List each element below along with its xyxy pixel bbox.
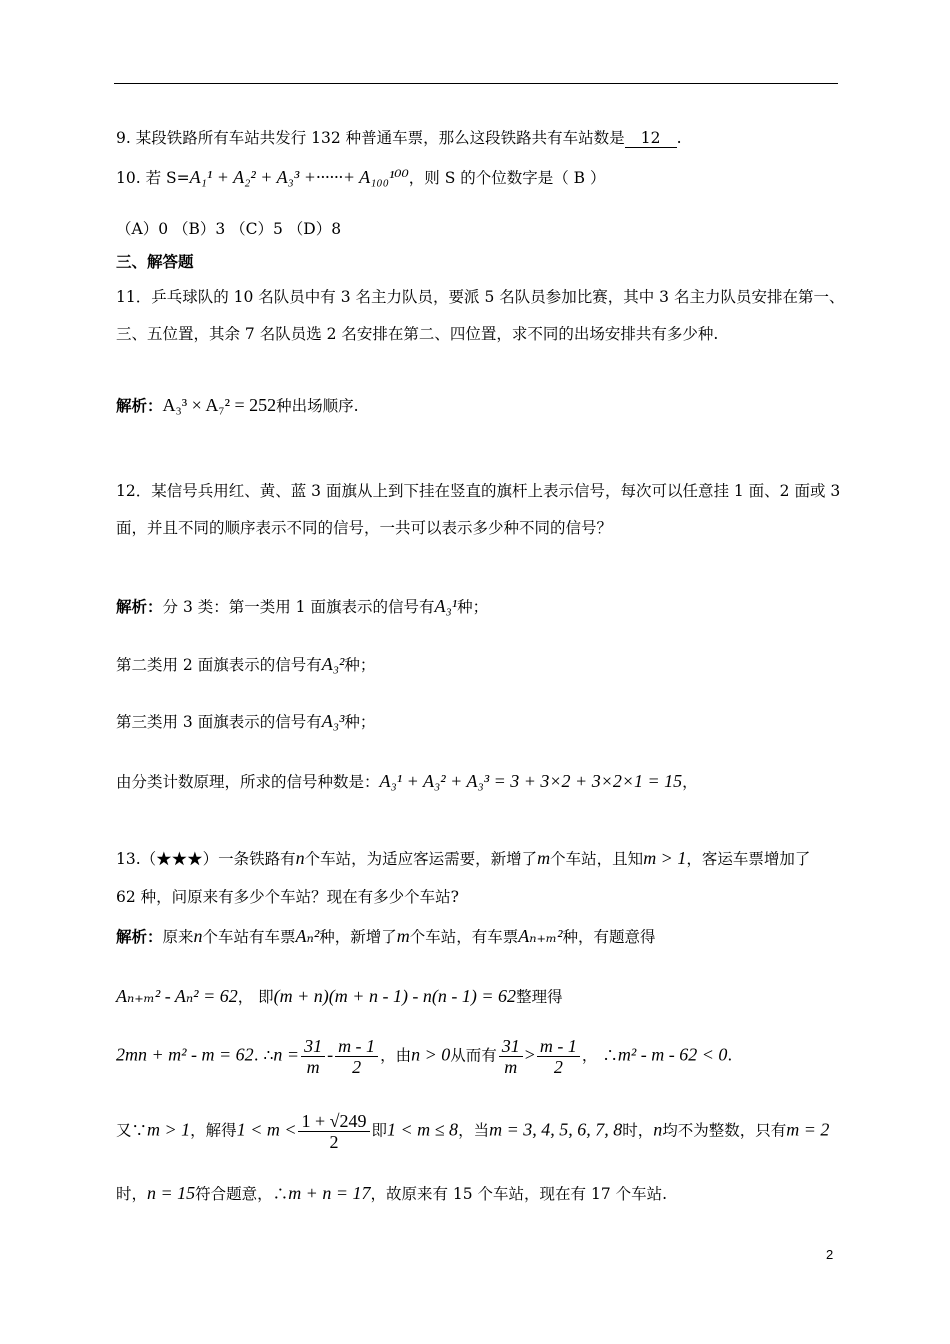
- solution-13-line: 又∵m > 1，解得1 < m < $\frac{1 + √249}{2}$ 即1 < m ≤ 8，当m = 3, 4, 5, 6, 7, 8时，n均不为整数，只有m = 2: [116, 1111, 830, 1152]
- fraction: $\frac{m - 1}{2}$: [335, 1036, 378, 1077]
- formula: Aₙ₊ₘ²: [518, 926, 563, 946]
- section-heading: 三、解答题: [116, 252, 194, 271]
- solution-13-line: Aₙ₊ₘ² - Aₙ² = 62， 即(m + n)(m + n - 1) - n(n - 1) = 62整理得: [116, 986, 563, 1006]
- formula: m > 1: [643, 848, 687, 868]
- solution-11: 解析：A₃³ × A₇² = 252种出场顺序.: [116, 395, 359, 415]
- answer-blank: 12: [625, 129, 677, 148]
- formula: n > 0: [411, 1044, 451, 1065]
- fraction: $\frac{31}{m}$: [301, 1036, 325, 1077]
- question-13-line: 13.（★★★）一条铁路有n个车站，为适应客运需要，新增了m个车站，且知m > 1，客运车票增加了: [116, 848, 811, 868]
- question-11-line: 三、五位置，其余 7 名队员选 2 名安排在第二、四位置，求不同的出场安排共有多少种.: [116, 325, 719, 343]
- formula: m² - m - 62 < 0: [617, 1044, 728, 1065]
- question-12-line: 12．某信号兵用红、黄、蓝 3 面旗从上到下挂在竖直的旗杆上表示信号，每次可以任意挂 1 面、2 面或 3: [116, 482, 841, 500]
- formula: (m + n)(m + n - 1) - n(n - 1) = 62: [273, 986, 517, 1006]
- solution-12-step: 第三类用 3 面旗表示的信号有A₃³种；: [116, 711, 376, 731]
- question-13-line: 62 种，问原来有多少个车站？现在有多少个车站?: [116, 888, 459, 906]
- formula: A₃¹: [434, 596, 458, 616]
- formula: Aₙ₊ₘ² - Aₙ² = 62: [116, 986, 238, 1006]
- formula: m + n = 17: [288, 1183, 371, 1203]
- header-rule: [114, 83, 838, 84]
- formula: A₃³: [321, 711, 345, 731]
- formula: Aₙ²: [295, 926, 320, 946]
- question-9: 9. 某段铁路所有车站共发行 132 种普通车票，那么这段铁路共有车站数是 12 .: [116, 129, 682, 147]
- fraction: $\frac{m - 1}{2}$: [537, 1036, 580, 1077]
- formula: m > 1: [147, 1119, 191, 1140]
- formula: 1 < m ≤ 8: [387, 1119, 459, 1140]
- formula: A₃³ × A₇² = 252: [162, 395, 277, 415]
- formula: m = 3, 4, 5, 6, 7, 8: [489, 1119, 623, 1140]
- fraction: $\frac{1 + √249}{2}$: [298, 1111, 369, 1152]
- question-10: 10. 若 S=A₁¹ + A₂² + A₃³ +······+ A₁₀₀¹⁰⁰，则 S 的个位数字是（ B ）: [116, 167, 606, 187]
- solution-12-step: 解析：分 3 类：第一类用 1 面旗表示的信号有A₃¹种；: [116, 596, 489, 616]
- solution-13-line: 时，n = 15符合题意，∴m + n = 17，故原来有 15 个车站，现在有 17 个车站.: [116, 1183, 668, 1203]
- question-12-line: 面，并且不同的顺序表示不同的信号，一共可以表示多少种不同的信号？: [116, 519, 613, 537]
- formula: 2mn + m² - m = 62: [116, 1044, 254, 1065]
- solution-13-line: 2mn + m² - m = 62. ∴n = $\frac{31}{m}$ - $\frac{m - 1}{2}$ ，由n > 0从而有 $\frac{31}{m}$ > $\frac{m - 1}{2}$ ， ∴m² - m - 62 < 0.: [116, 1036, 733, 1077]
- question-10-options: （A）0 （B）3 （C）5 （D）8: [116, 220, 342, 238]
- formula: m = 2: [786, 1119, 830, 1140]
- formula: A₃¹ + A₃² + A₃³ = 3 + 3×2 + 3×2×1 = 15: [379, 771, 683, 791]
- page-number: 2: [826, 1247, 834, 1262]
- formula: A₃²: [321, 654, 345, 674]
- solution-13-line: 解析：原来n个车站有车票Aₙ²种，新增了m个车站，有车票Aₙ₊ₘ²种，有题意得: [116, 926, 656, 946]
- formula: n = 15: [147, 1183, 196, 1203]
- formula: A₁¹ + A₂² + A₃³ +······+ A₁₀₀¹⁰⁰: [189, 167, 409, 187]
- solution-12-step: 由分类计数原理，所求的信号种数是：A₃¹ + A₃² + A₃³ = 3 + 3×2 + 3×2×1 = 15，: [116, 771, 698, 791]
- formula: 1 < m <: [236, 1119, 297, 1140]
- solution-12-step: 第二类用 2 面旗表示的信号有A₃²种；: [116, 654, 376, 674]
- question-11-line: 11．乒乓球队的 10 名队员中有 3 名主力队员，要派 5 名队员参加比赛，其中 3 名主力队员安排在第一、: [116, 288, 845, 306]
- fraction: $\frac{31}{m}$: [499, 1036, 523, 1077]
